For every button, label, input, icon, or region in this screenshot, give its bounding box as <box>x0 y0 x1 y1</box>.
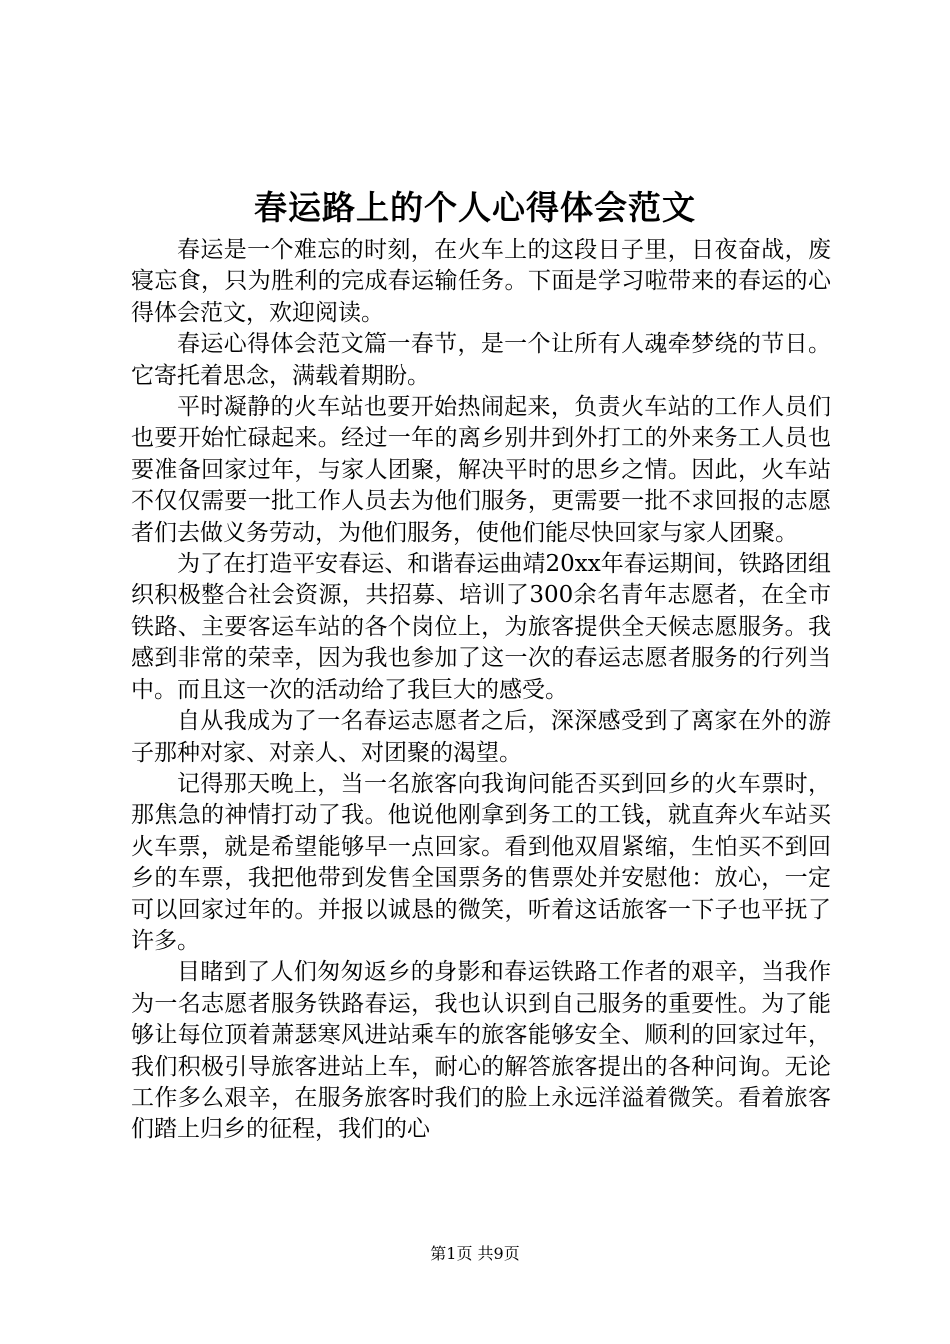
page-number-footer: 第1页 共9页 <box>430 1244 520 1263</box>
paragraph-1: 春运是一个难忘的时刻，在火车上的这段日子里，日夜奋战，废寝忘食，只为胜利的完成春运输任务。下面是学习啦带来的春运的心得体会范文，欢迎阅读。 <box>131 237 831 326</box>
document-body <box>131 235 831 1146</box>
document-title: 春运路上的个人心得体会范文 <box>254 188 696 227</box>
paragraph-4: 为了在打造平安春运、和谐春运曲靖20xx年春运期间，铁路团组织积极整合社会资源，共招募、培训了300余名青年志愿者，在全市铁路、主要客运车站的各个岗位上，为旅客提供全天候志愿服务。我感到非常的荣幸，因为我也参加了这一次的春运志愿者服务的行列当中。而且这一次的活动给了我巨大的感受。 <box>131 551 831 703</box>
paragraph-6: 记得那天晚上，当一名旅客向我询问能否买到回乡的火车票时，那焦急的神情打动了我。他说他刚拿到务工的工钱，就直奔火车站买火车票，就是希望能够早一点回家。看到他双眉紧缩，生怕买不到回乡的车票，我把他带到发售全国票务的售票处并安慰他：放心，一定可以回家过年的。并报以诚恳的微笑，听着这话旅客一下子也平抚了许多。 <box>131 770 831 954</box>
paragraph-5: 自从我成为了一名春运志愿者之后，深深感受到了离家在外的游子那种对家、对亲人、对团聚的渴望。 <box>131 708 831 766</box>
paragraph-3: 平时凝静的火车站也要开始热闹起来，负责火车站的工作人员们也要开始忙碌起来。经过一年的离乡别井到外打工的外来务工人员也要准备回家过年，与家人团聚，解决平时的思乡之情。因此，火车站不仅仅需要一批工作人员去为他们服务，更需要一批不求回报的志愿者们去做义务劳动，为他们服务，使他们能尽快回家与家人团聚。 <box>131 394 831 546</box>
paragraph-2: 春运心得体会范文篇一春节，是一个让所有人魂牵梦绕的节日。它寄托着思念，满载着期盼。 <box>131 331 831 389</box>
paragraph-7: 目睹到了人们匆匆返乡的身影和春运铁路工作者的艰辛，当我作为一名志愿者服务铁路春运，我也认识到自己服务的重要性。为了能够让每位顶着萧瑟寒风进站乘车的旅客能够安全、顺利的回家过年，我们积极引导旅客进站上车，耐心的解答旅客提出的各种问询。无论工作多么艰辛，在服务旅客时我们的脸上永远洋溢着微笑。看着旅客们踏上归乡的征程，我们的心 <box>131 959 831 1143</box>
